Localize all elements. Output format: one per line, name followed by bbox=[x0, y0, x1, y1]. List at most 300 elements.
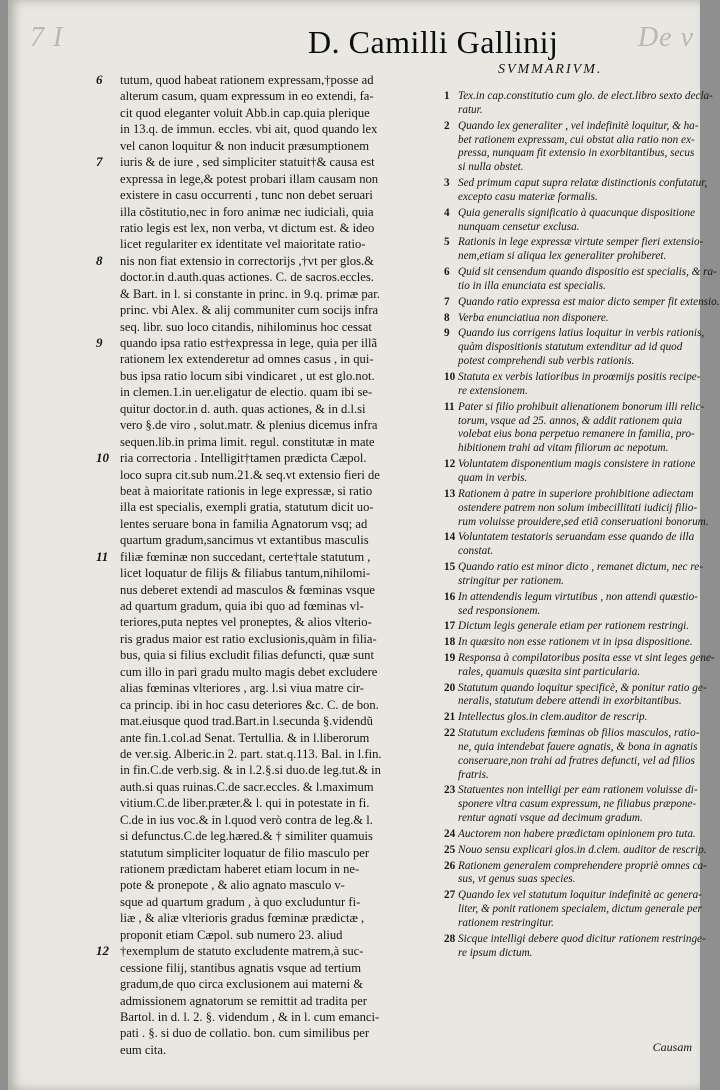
text-line bbox=[120, 302, 438, 318]
text-line-content: Bartol. in d. l. 2. §. videndum , & in l. cum emanci- bbox=[120, 1009, 380, 1024]
summarium-line bbox=[444, 266, 717, 280]
text-line bbox=[120, 401, 438, 417]
text-line-content: nis non fiat extensio in correctorijs ,†vt per glos.& bbox=[120, 253, 374, 268]
summarium-line bbox=[444, 415, 700, 429]
summarium-line-text: sponere vltra casum expressum, ne filiabus præpone- bbox=[458, 798, 697, 811]
summarium-line bbox=[444, 755, 700, 769]
text-line-content: si defunctus.C.de leg.hæred.& † similiter quamuis bbox=[120, 829, 373, 844]
text-line-content: pati . §. si duo de collatio. bon. cum similibus per bbox=[120, 1026, 370, 1041]
text-line-content: teriores,puta neptes vel proneptes, & alios vlterio- bbox=[120, 615, 372, 630]
text-line bbox=[120, 565, 438, 581]
summarium-line-text: bet rationem expressam, cui obstat alia ratio non ex- bbox=[458, 133, 695, 146]
summarium-line-text: nunquam censetur exclusa. bbox=[458, 220, 580, 233]
summarium-line bbox=[444, 488, 700, 502]
summarium-title: SVMMARIVM. bbox=[498, 62, 603, 77]
text-line bbox=[120, 1042, 438, 1058]
catchword: Causam bbox=[652, 1040, 692, 1054]
summarium-line bbox=[444, 458, 700, 472]
summarium-entry bbox=[444, 266, 717, 294]
entry-number: 20 bbox=[444, 681, 456, 694]
text-line-content: vitium.C.de liber.præter.& l. qui in potestate in fi. bbox=[120, 796, 370, 811]
entry-number: 9 bbox=[444, 327, 450, 340]
summarium-line bbox=[444, 236, 704, 250]
text-line bbox=[120, 976, 438, 992]
summarium-line-text: stringitur per rationem. bbox=[458, 574, 564, 587]
summarium-entry bbox=[444, 620, 700, 634]
text-line bbox=[120, 121, 438, 137]
summarium-line bbox=[444, 681, 707, 696]
summarium-line-text: Statuentes non intelligi per eam rationem voluisse di- bbox=[458, 784, 698, 797]
text-line-content: quartum gradum,sancimus vt extantibus masculis bbox=[120, 533, 369, 548]
summarium-line-text: conseruare,non trahi ad fratres defuncti, vel ad filios bbox=[458, 754, 695, 767]
summarium-line bbox=[444, 385, 700, 399]
summarium-entry bbox=[444, 681, 707, 710]
text-line-content: cum illo in pari gradu multo magis debet excludere bbox=[120, 664, 378, 679]
text-line-content: sque ad quartum gradum , à quo excluduntur fi- bbox=[120, 894, 361, 909]
text-line bbox=[120, 88, 438, 104]
text-line-content: in 13.q. de immun. eccles. vbi ait, quod quando lex bbox=[120, 122, 378, 137]
text-line-content: pote & pronepote , & alio agnato masculo v- bbox=[120, 878, 345, 893]
summarium-line bbox=[444, 221, 700, 235]
summarium-line bbox=[444, 280, 700, 294]
entry-number: 12 bbox=[444, 458, 456, 471]
summarium-line-text: Quando lex vel statutum loquitur indefinitè ac genera- bbox=[458, 889, 702, 902]
entry-number: 6 bbox=[444, 266, 450, 279]
text-line-content: statutum simpliciter loquatur de filio masculo per bbox=[120, 845, 370, 860]
summarium-line bbox=[444, 695, 700, 709]
summarium-line-text: hibitionem trahi ad vitam filiorum ac nepotum. bbox=[458, 442, 669, 455]
summarium-entry bbox=[444, 889, 700, 931]
summarium-line-text: neralis, statutum debere attendi in exorbitantibus. bbox=[458, 695, 682, 708]
text-line-content: illa cõstitutio,nec in foro animæ nec iudiciali, quia bbox=[120, 204, 374, 219]
text-line-content: illa est specialis, exempli gratia, statutum dicit uo- bbox=[120, 500, 374, 515]
summarium-line bbox=[444, 295, 720, 310]
summarium-line bbox=[444, 502, 700, 516]
text-line-content: C.de in ius voc.& in l.quod verò contra de leg.& l. bbox=[120, 812, 373, 827]
summarium-line-text: fratris. bbox=[458, 768, 489, 781]
summarium-line bbox=[444, 591, 700, 605]
summarium-line-text: Statutum quando loquitur specificè, & ponitur ratio ge- bbox=[458, 681, 707, 694]
text-line-content: rationem prædictam haberet etiam locum in ne- bbox=[120, 862, 360, 876]
text-line bbox=[120, 762, 438, 778]
summarium-line-text: Quando lex generaliter , vel indefinitè loquitur, & ha- bbox=[458, 119, 699, 132]
summarium-line-text: Sed primum caput supra relatæ distinctionis confutatur, bbox=[458, 177, 708, 190]
summarium-line-text: re extensionem. bbox=[458, 384, 528, 397]
text-line-content: in clemen.1.in uer.eligatur de electio. quam ibi se- bbox=[120, 385, 373, 400]
text-line-content: admissionem agnatorum se remittit ad tradita per bbox=[120, 993, 367, 1008]
text-line-content: bus, quia si filius excludit filias defuncti, quæ sunt bbox=[120, 648, 374, 663]
summarium-entry bbox=[444, 591, 700, 619]
main-text-column bbox=[96, 72, 438, 1058]
summarium-line-text: constat. bbox=[458, 545, 494, 558]
text-line bbox=[120, 960, 438, 976]
summarium-line-text: Voluntatem disponentium magis consistere in ratione bbox=[458, 458, 696, 471]
text-line-content: ris gradus maior est ratio exclusionis,quàm in filia- bbox=[120, 631, 377, 646]
summarium-line bbox=[444, 575, 700, 589]
text-line-content: existere in casu occurrenti , tunc non debet seruari bbox=[120, 188, 373, 203]
text-line-content: & Bart. in l. si constante in princ. in 9.q. primæ par. bbox=[120, 286, 380, 301]
text-line bbox=[120, 351, 438, 367]
text-line bbox=[120, 664, 438, 680]
text-line-content: auth.si quas ruinas.C.de sacr.eccles. & l.maximum bbox=[120, 779, 374, 794]
text-line bbox=[120, 1009, 438, 1025]
text-line-content: princ. vbi Alex. & alij communiter cum socijs infra bbox=[120, 303, 379, 318]
summarium-line bbox=[444, 90, 713, 104]
summarium-line-text: Nouo sensu explicari glos.in d.clem. auditor de rescrip. bbox=[458, 843, 707, 856]
summarium-line bbox=[444, 250, 700, 264]
entry-number: 28 bbox=[444, 932, 456, 945]
text-line-content: liæ , & aliæ vlterioris gradus fœminæ prædictæ , bbox=[120, 911, 365, 926]
summarium-line bbox=[444, 341, 700, 355]
text-line-content: proponit etiam Cæpol. sub numero 23. aliud bbox=[120, 927, 343, 942]
summarium-line-text: sus, vt genus suas species. bbox=[458, 873, 576, 886]
text-line bbox=[120, 582, 438, 598]
summarium-line-text: ne, quia intendebat fauere agnatis, & bona in agnatis bbox=[458, 740, 698, 753]
summarium-entry bbox=[444, 843, 707, 858]
summarium-line-text: Quando ius corrigens latius loquitur in verbis rationis, bbox=[458, 327, 705, 340]
text-line bbox=[120, 779, 438, 795]
margin-number: 8 bbox=[96, 252, 103, 268]
text-line bbox=[120, 187, 438, 203]
margin-number: 12 bbox=[96, 943, 109, 959]
entry-number: 1 bbox=[444, 90, 450, 102]
summarium-line bbox=[444, 620, 700, 634]
summarium-line-text: Quando ratio expressa est maior dicto semper fit extensio. bbox=[458, 295, 720, 308]
text-line-content: expressa in lege,& potest probari illam causam non bbox=[120, 171, 379, 186]
summarium-entry bbox=[444, 531, 700, 559]
summarium-line-text: Statutum excludens fœminas ob filios masculos, ratio- bbox=[458, 727, 700, 739]
bleed-through-text-left: 7 I bbox=[30, 22, 64, 53]
text-line-content: mat.eiusque quod trad.Bart.in l.secunda §.videndũ bbox=[120, 714, 373, 729]
summarium-entry bbox=[444, 458, 700, 486]
summarium-line-text: Quid sit censendum quando dispositio est specialis, & ra- bbox=[458, 266, 717, 279]
margin-number: 7 bbox=[96, 154, 103, 170]
summarium-line-text: rales, quamuis quæsita sint particularia. bbox=[458, 665, 641, 678]
entry-number: 14 bbox=[444, 531, 456, 544]
text-line bbox=[120, 269, 438, 285]
summarium-line-text: In quæsito non esse rationem vt in ipsa dispositione. bbox=[458, 636, 693, 649]
text-line bbox=[120, 434, 438, 450]
text-line bbox=[120, 319, 438, 335]
summarium-line bbox=[444, 177, 708, 191]
summarium-entry bbox=[444, 711, 700, 725]
summarium-line bbox=[444, 859, 707, 874]
margin-number: 11 bbox=[96, 548, 109, 564]
entry-number: 3 bbox=[444, 177, 450, 190]
summarium-line bbox=[444, 828, 700, 842]
summarium-line bbox=[444, 120, 700, 134]
text-line bbox=[120, 614, 438, 630]
text-line bbox=[120, 598, 438, 614]
text-line-content: licet regulariter ex identitate vel maioritate ratio- bbox=[120, 237, 366, 252]
summarium-line-text: sed responsionem. bbox=[458, 604, 541, 617]
entry-number: 23 bbox=[444, 784, 456, 797]
text-line-content: beat à maioritate rationis in lege expressæ, si ratio bbox=[120, 483, 373, 498]
summarium-line-text: rentur agnati vsque ad decimum gradum. bbox=[458, 812, 643, 825]
text-line bbox=[120, 384, 438, 400]
summarium-line-text: Dictum legis generale etiam per rationem restringi. bbox=[458, 620, 690, 633]
summarium-line bbox=[444, 560, 703, 575]
text-line bbox=[120, 877, 438, 893]
summarium-line-text: Voluntatem testatoris seruandam esse quando de illa bbox=[458, 531, 695, 544]
book-page bbox=[8, 0, 720, 1090]
summarium-line bbox=[444, 545, 700, 559]
entry-number: 27 bbox=[444, 889, 456, 902]
text-line bbox=[120, 220, 438, 236]
text-line bbox=[120, 631, 438, 647]
text-line bbox=[96, 252, 438, 269]
text-line-content: nus deberet extendi ad masculos & fœminas vsque bbox=[120, 582, 375, 597]
text-line-content: quitur doctor.in d. auth. quas actiones, & in d.l.si bbox=[120, 401, 366, 416]
summarium-entry bbox=[444, 859, 707, 888]
entry-number: 26 bbox=[444, 859, 456, 872]
summarium-line bbox=[444, 812, 700, 826]
text-line bbox=[120, 861, 438, 877]
summarium-entry bbox=[444, 207, 700, 235]
entry-number: 15 bbox=[444, 560, 456, 573]
summarium-line-text: quam in verbis. bbox=[458, 471, 528, 484]
summarium-line-text: excepto casu materiæ formalis. bbox=[458, 191, 598, 204]
summarium-line-text: Sicque intelligi debere quod dicitur rationem restringe- bbox=[458, 932, 706, 945]
summarium-line bbox=[444, 843, 707, 858]
bleed-through-text-right: De v bbox=[637, 22, 694, 53]
summarium-entry bbox=[444, 120, 700, 176]
entry-number: 16 bbox=[444, 590, 456, 603]
entry-number: 24 bbox=[444, 828, 456, 841]
text-line-content: in fin.C.de verb.sig. & in l.2.§.si duo.de leg.tut.& in bbox=[120, 763, 381, 778]
entry-number: 19 bbox=[444, 651, 456, 664]
text-line-content: iuris & de iure , sed simpliciter statuit†& causa est bbox=[120, 155, 375, 170]
text-line bbox=[120, 204, 438, 220]
summarium-line bbox=[444, 932, 706, 947]
summarium-line bbox=[444, 147, 700, 161]
margin-number: 6 bbox=[96, 72, 103, 87]
summarium-entry bbox=[444, 727, 700, 783]
text-line bbox=[120, 680, 438, 696]
summarium-entry bbox=[444, 784, 700, 826]
summarium-line-text: Responsa à compilatoribus posita esse vt sint leges gene- bbox=[458, 651, 715, 664]
text-line-content: de ver.sig. Alberic.in 2. part. stat.q.113. Bal. in l.fin. bbox=[120, 746, 382, 761]
summarium-entry bbox=[444, 371, 700, 399]
text-line-content: alias fœminas vlteriores , arg. l.si viua matre cir- bbox=[120, 681, 364, 696]
summarium-line-text: quàm dispositionis statutum extenditur ad id quod bbox=[458, 341, 683, 354]
text-line-content: seq. libr. suo loco citandis, nihilominus hoc cessat bbox=[120, 319, 372, 334]
text-line-content: alterum casum, quam expressum in eo extendi, fa- bbox=[120, 89, 374, 104]
entry-number: 17 bbox=[444, 620, 456, 633]
text-line bbox=[120, 467, 438, 483]
summarium-line-text: ostendere patrem non solum imbecillitati iudicij filio- bbox=[458, 501, 698, 514]
entry-number: 13 bbox=[444, 487, 456, 500]
summarium-line-text: Rationem à patre in superiore prohibitione adiectam bbox=[458, 487, 694, 500]
entry-number: 8 bbox=[444, 311, 450, 324]
summarium-line bbox=[444, 636, 700, 650]
summarium-line-text: rum voluisse prouidere,sed etiã conseruationi bonorum. bbox=[458, 515, 709, 528]
summarium-line bbox=[444, 134, 700, 148]
summarium-line bbox=[444, 428, 700, 442]
summarium-line bbox=[444, 327, 705, 341]
summarium-line-text: re ipsum dictum. bbox=[458, 946, 533, 959]
text-line-content: licet loquatur de filijs & filiabus tantum,nihilomi- bbox=[120, 566, 371, 581]
summarium-line bbox=[444, 798, 700, 812]
text-line-content: ad quartum gradum, quia ibi quo ad fœminas vl- bbox=[120, 599, 364, 613]
text-line bbox=[120, 713, 438, 729]
text-line-content: vero §.de viro , solut.matr. & plenius dicemus infra bbox=[120, 418, 378, 433]
text-line-content: cessione filij, stantibus agnatis vsque ad tertium bbox=[120, 960, 361, 975]
summarium-line bbox=[444, 784, 700, 798]
summarium-line-text: Rationis in lege expressæ virtute semper fieri extensio- bbox=[458, 236, 704, 249]
summarium-line bbox=[444, 472, 700, 486]
summarium-column bbox=[444, 90, 720, 962]
text-line bbox=[120, 647, 438, 663]
summarium-line-text: liter, & ponit rationem specialem, dictum generale per bbox=[458, 903, 702, 916]
text-line bbox=[120, 368, 438, 384]
text-line bbox=[96, 450, 438, 466]
text-line bbox=[96, 154, 438, 170]
summarium-line-text: nem,etiam si aliqua lex generaliter prohiberet. bbox=[458, 250, 667, 263]
text-line bbox=[120, 483, 438, 499]
summarium-line bbox=[444, 191, 700, 205]
text-line bbox=[120, 417, 438, 433]
summarium-entry bbox=[444, 312, 700, 326]
summarium-line bbox=[444, 651, 715, 666]
text-line-content: quando ipsa ratio est†expressa in lege, quia per illã bbox=[120, 336, 378, 350]
summarium-line bbox=[444, 889, 700, 903]
summarium-line bbox=[444, 207, 700, 221]
text-line bbox=[120, 1025, 438, 1041]
summarium-entry bbox=[444, 400, 705, 457]
summarium-line bbox=[444, 947, 700, 961]
text-line bbox=[120, 697, 438, 713]
entry-number: 18 bbox=[444, 636, 456, 649]
entry-number: 2 bbox=[444, 119, 450, 132]
summarium-line bbox=[444, 711, 700, 725]
summarium-line-text: ratur. bbox=[458, 103, 483, 116]
text-line-content: ratio legis est lex, non verba, vt dictum est. & ideo bbox=[120, 220, 375, 235]
summarium-line-text: tio in illa enunciata est specialis. bbox=[458, 280, 606, 293]
entry-number: 4 bbox=[444, 206, 450, 219]
text-line bbox=[120, 828, 438, 844]
entry-number: 10 bbox=[444, 370, 456, 383]
text-line bbox=[120, 910, 438, 926]
summarium-line bbox=[444, 104, 700, 118]
summarium-line-text: Intellectus glos.in clem.auditor de rescrip. bbox=[458, 711, 648, 724]
summarium-entry bbox=[444, 327, 705, 369]
text-line bbox=[120, 845, 438, 861]
text-line-content: vel canon loquitur & non inducit præsumptionem bbox=[120, 138, 370, 153]
summarium-line-text: rationem restringitur. bbox=[458, 917, 554, 930]
summarium-line-text: Pater si filio prohibuit alienationem bonorum illi relic- bbox=[458, 400, 705, 413]
summarium-line bbox=[444, 515, 709, 530]
summarium-line bbox=[444, 161, 700, 175]
summarium-line-text: si nulla obstet. bbox=[458, 161, 524, 174]
text-line bbox=[120, 105, 438, 121]
summarium-line bbox=[444, 442, 700, 456]
text-line-content: ca princip. ibi in hoc casu deteriores &c. C. de bon. bbox=[120, 697, 379, 712]
text-line bbox=[120, 746, 438, 762]
summarium-entry bbox=[444, 560, 703, 589]
text-line bbox=[120, 894, 438, 910]
entry-number: 7 bbox=[444, 295, 450, 308]
summarium-line bbox=[444, 355, 700, 369]
summarium-line bbox=[444, 741, 700, 755]
text-line-content: lentes seruare bona in familia Agnatorum vsq; ad bbox=[120, 516, 368, 531]
entry-number: 5 bbox=[444, 236, 450, 249]
margin-number: 10 bbox=[96, 450, 109, 466]
text-line-content: rationem lex extenderetur ad omnes casus , in qui- bbox=[120, 352, 374, 367]
summarium-line bbox=[444, 917, 700, 931]
summarium-line-text: In attendendis legum virtutibus , non attendi quæstio- bbox=[458, 590, 698, 603]
summarium-line bbox=[444, 371, 700, 385]
text-line bbox=[96, 335, 438, 351]
entry-number: 21 bbox=[444, 711, 456, 724]
entry-number: 25 bbox=[444, 843, 456, 856]
text-line-content: ria correctoria . Intelligit†tamen prædicta Cæpol. bbox=[120, 451, 367, 466]
text-line-content: cit quod eleganter voluit Abb.in cap.quia plerique bbox=[120, 105, 370, 120]
summarium-line bbox=[444, 903, 700, 917]
text-line bbox=[96, 72, 438, 88]
summarium-line-text: pressa, nunquam fit extensio in exorbitantibus, secus bbox=[458, 147, 695, 160]
text-line bbox=[120, 795, 438, 811]
text-line-content: filiæ fœminæ non succedant, certe†tale statutum , bbox=[120, 549, 371, 564]
text-line-content: †exemplum de statuto excludente matrem,à suc- bbox=[120, 944, 364, 959]
summarium-entry bbox=[444, 932, 706, 961]
running-head: D. Camilli Gallinij bbox=[308, 24, 559, 60]
text-line bbox=[120, 927, 438, 943]
text-line-content: gradum,de quo circa exclusionem aui materni & bbox=[120, 977, 364, 992]
text-line-content: tutum, quod habeat rationem expressam,†posse ad bbox=[120, 73, 374, 87]
summarium-line-text: Statuta ex verbis latioribus in proœmijs positis recipe- bbox=[458, 370, 701, 383]
summarium-line-text: Rationem generalem comprehendere propriè omnes ca- bbox=[458, 859, 707, 872]
summarium-line bbox=[444, 312, 700, 326]
summarium-line bbox=[444, 605, 700, 619]
text-line bbox=[96, 943, 438, 959]
summarium-line-text: volebat eius bona perpetuo remanere in familia, pro- bbox=[458, 428, 695, 441]
text-line-content: sequen.lib.in prima limit. regul. constitutæ in mate bbox=[120, 434, 375, 449]
summarium-line-text: Quia generalis significatio à quacunque dispositione bbox=[458, 206, 696, 219]
summarium-line bbox=[444, 531, 700, 545]
summarium-line bbox=[444, 769, 700, 783]
summarium-line-text: Auctorem non habere prædictam opinionem pro tuta. bbox=[458, 828, 696, 841]
text-line bbox=[120, 286, 438, 302]
text-line bbox=[120, 171, 438, 187]
summarium-entry bbox=[444, 828, 700, 842]
text-line bbox=[120, 730, 438, 746]
entry-number: 22 bbox=[444, 727, 456, 739]
text-line bbox=[120, 532, 438, 548]
summarium-line bbox=[444, 400, 705, 415]
summarium-line-text: potest comprehendi sub verbis rationis. bbox=[458, 355, 635, 368]
summarium-line-text: torum, vsque ad 25. annos, & addit rationem quia bbox=[458, 414, 683, 427]
summarium-line bbox=[444, 666, 700, 680]
text-line bbox=[120, 993, 438, 1009]
summarium-line bbox=[444, 727, 700, 741]
text-line-content: bus ipsa ratio locum sibi vindicaret , ut est glo.not. bbox=[120, 368, 375, 383]
text-line-content: loco supra cit.sub num.21.& seq.vt extensio fieri de bbox=[120, 467, 380, 482]
text-line-content: ante fin.1.col.ad Senat. Tertullia. & in l.liberorum bbox=[120, 730, 370, 745]
text-line bbox=[120, 499, 438, 515]
summarium-entry bbox=[444, 177, 708, 205]
summarium-entry bbox=[444, 236, 704, 264]
text-line bbox=[120, 516, 438, 532]
summarium-line-text: Verba enunciatiua non disponere. bbox=[458, 311, 609, 324]
summarium-entry bbox=[444, 90, 713, 118]
summarium-entry bbox=[444, 636, 700, 650]
summarium-line-text: Tex.in cap.constitutio cum glo. de elect.libro sexto decla- bbox=[458, 90, 713, 102]
text-line bbox=[96, 548, 438, 565]
summarium-line-text: Quando ratio est minor dicto , remanet dictum, nec re- bbox=[458, 560, 703, 573]
text-line-content: eum cita. bbox=[120, 1042, 167, 1057]
text-line bbox=[120, 812, 438, 828]
